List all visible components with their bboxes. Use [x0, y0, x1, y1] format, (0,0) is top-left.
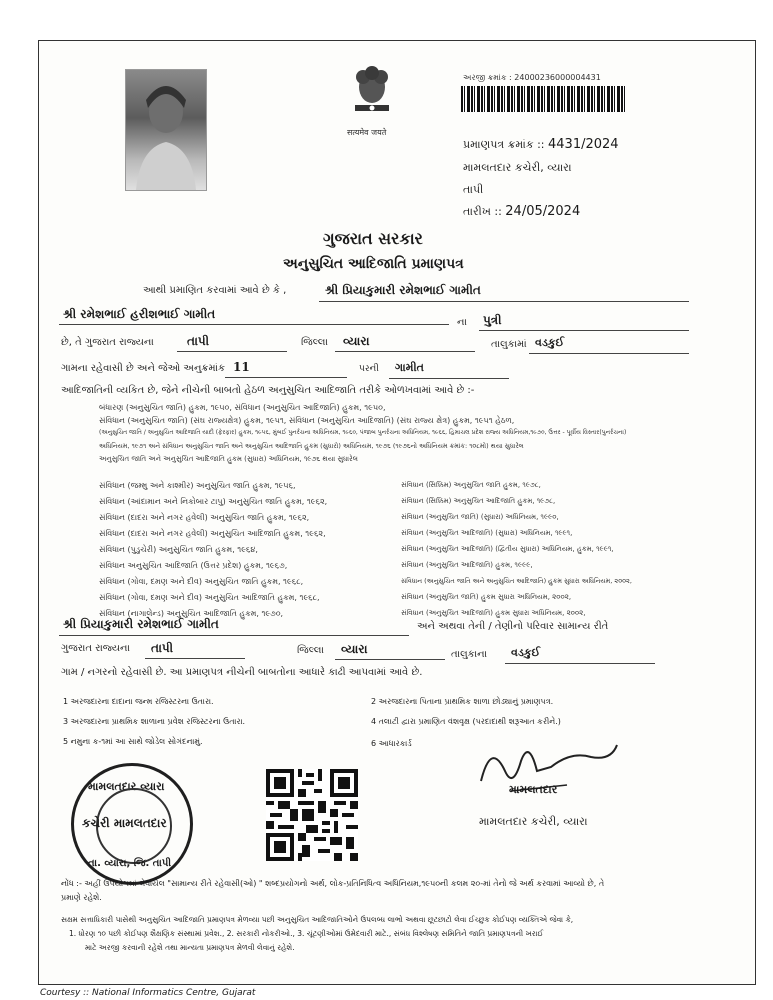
order-right: સંવિધાન (અનુસુચિત આદિજાતિ) (દ્વિતીય સુધારા) અધિનિયમ, હુકમ, ૧૯૯૧,: [401, 545, 614, 553]
order-left: સંવિધાન (ગોવા, દમણ અને દીવ) અનુસુચિત જાતિ હુકમ, ૧૯૬૮,: [99, 577, 304, 586]
certificate-title: અનુસુચિત આદિજાતિ પ્રમાણપત્ર: [283, 256, 464, 272]
town-name: વ્યારા: [343, 334, 370, 348]
underline: [505, 663, 655, 664]
taluka-label-2: તાલુકાના: [451, 649, 488, 660]
district-name-2: તાપી: [151, 641, 174, 655]
applicant-name-repeat: શ્રી પ્રિયાકુમારી રમેશભાઈ ગામીત: [63, 617, 219, 631]
note-text: નોંધ :- અહીં ઉપયોગમાં લેવાયેલ "સામાન્ય રીતે રહેવાસી(ઓ) " શબ્દપ્રયોગનો અર્થ, લોક-પ્રતિનિધિત્વ અધિનિયમ,૧૯૫૦ની કલમ ૨૦-માં તેનો જે અર્થ કરવામાં આવ્યો છે, તે: [61, 879, 605, 888]
barcode: [461, 86, 626, 112]
orders-line: અધિનિયમ, ૧૯૭૧ અને સંવિધાન અનુસુચિત જાતિ અને અનુસુચિત આદિજાતિ હુકમ (સુધારો) અધિનિયમ, ૧૯૭૬ (૧૯૭૬નો અધિનિયમ ક્રમાંક: ૧૦૮મો) થયા સુધારેલ: [99, 442, 524, 450]
orders-line: (અનુસુચિત જાતિ / અનુસુચિત આદિજાતિ યાદી (ફેરફાર) હુકમ, ૧૯૫૬, મુંબઈ પુનર્રચના અધિનિયમ, ૧૯૬૦, પંજાબ પુનર્રચના અધિનિયમ, ૧૯૬૬, હિમાચલ પ્રદેશ રાજ્ય અધિનિયમ,૧૯૭૦, ઉત્તર - પૂર્વીય વિસ્તાર(પુનર્રચના): [99, 429, 627, 436]
underline: [479, 330, 689, 331]
underline: [59, 635, 409, 636]
national-emblem-icon: [347, 59, 397, 119]
town-name-2: વ્યારા: [341, 642, 368, 656]
document-item: 3 અરજદારના પ્રાથમિક શાળાના પ્રવેશ રજિસ્ટરના ઉતારા.: [63, 717, 246, 726]
order-right: સંવિધાન (અનુસુચિત આદિજાતિ) હુકમ સુધારા અધિનિયમ, ૨૦૦૨,: [401, 609, 586, 617]
order-left: સંવિધાન અનુસુચિત આદિજાતિ (ઉત્તર પ્રદેશ) હુકમ, ૧૯૬૭,: [99, 561, 288, 570]
na-label: ના: [457, 317, 467, 328]
district-label: જિલ્લા: [301, 337, 328, 348]
seal-middle-text: કચેરી મામલતદાર: [82, 816, 167, 830]
order-right: સંવિધાન (અનુસુચિત આદિજાતિ) હુકમ, ૧૯૯૯,: [401, 561, 533, 569]
eligibility-text: 1. ધોરણ ૧૦ પછી કોઈપણ શૈક્ષણિક સંસ્થામાં પ્રવેશ., 2. સરકારી નોકરીઓ., 3. ચૂંટણીઓમાં ઉમેદવારી માટે., સંબંધ વિશ્લેષણ સમિતિને જાતિ પ્રમાણપત્રની ખરાઈ: [69, 929, 544, 938]
applicant-photo: [125, 69, 207, 191]
order-right: સંવિધાન (સિક્કિમ) અનુસુચિત આદિજાતિ હુકમ, ૧૯૭૮,: [401, 497, 556, 505]
signatory-designation: મામલતદાર: [509, 783, 558, 796]
underline: [145, 658, 245, 659]
order-left: સંવિધાન (દાદરા અને નગર હવેલી) અનુસુચિત જાતિ હુકમ, ૧૯૬૨,: [99, 513, 310, 522]
order-left: સંવિધાન (દાદરા અને નગર હવેલી) અનુસુચિત આદિજાતિ હુકમ, ૧૯૬૨,: [99, 529, 326, 538]
district-name: તાપી: [187, 334, 210, 348]
orders-line: અનુસુચિત જાતિ અને અનુસુચિત આદિજાતિ હુકમ (સુધારા) અધિનિયમ, ૧૯૭૬ થયા સુધારેલ: [99, 455, 358, 463]
relation: પુત્રી: [483, 313, 502, 327]
order-right: સંવિધાન (અનુસુચિત આદિજાતિ) (સુધારા) અધિનિયમ, ૧૯૯૧,: [401, 529, 573, 537]
eligibility-text: માટે અરજી કરવાની રહેશે તથા માન્યતા પ્રમાણપત્ર મેળવી લેવાનું રહેશે.: [85, 943, 295, 952]
state-label-2: ગુજરાત રાજ્યના: [61, 643, 130, 654]
order-left: સંવિધાન (ગોવા, દમણ અને દીવ) અનુસુચિત આદિજાતિ હુકમ, ૧૯૬૮,: [99, 593, 320, 602]
document-item: 6 આધારકાર્ડ: [371, 739, 412, 748]
order-right: સંવિધાન (સિક્કિમ) અનુસુચિત જાતિ હુકમ, ૧૯૭૮,: [401, 481, 541, 489]
underline: [59, 324, 449, 325]
order-left: સંવિધાન (જમ્મુ અને કાશ્મીર) અનુસુચિત જાતિ હુકમ, ૧૯૫૬,: [99, 481, 296, 490]
recognized-text: આદિજાતિની વ્યકિત છે, જેને નીચેની બાબતો હેઠળ અનુસુચિત આદિજાતિ તરીકે ઓળખવામાં આવે છે :-: [61, 385, 475, 396]
certificate-number: પ્રમાણપત્ર ક્રમાંક :: 4431/2024: [463, 137, 619, 152]
parni-label: પરની: [359, 364, 379, 374]
order-right: સંવિધાન (અનુસુચિત જાતિ) હુકમ સુધારા અધિનિયમ, ૨૦૦૨,: [401, 593, 572, 601]
certificate-frame: [38, 40, 756, 985]
taluka-label: તાલુકામાં: [491, 339, 527, 350]
application-number: અરજી ક્રમાંક : 24000236000004431: [463, 73, 601, 82]
serial-number: 11: [233, 360, 250, 374]
district-label-2: જિલ્લા: [297, 645, 324, 656]
certify-text: આથી પ્રમાણિત કરવામાં આવે છે કે ,: [143, 285, 287, 296]
underline: [319, 301, 689, 302]
state-label: છે, તે ગુજરાત રાજ્યના: [61, 337, 154, 348]
underline: [335, 351, 475, 352]
father-name: શ્રી રમેશભાઈ હરીશભાઈ ગામીત: [63, 307, 216, 321]
underline: [225, 377, 347, 378]
orders-line: સંવિધાન (અનુસુચિત જાતિ) (સંઘ રાજ્યક્ષેત્ર) હુકમ, ૧૯૫૧, સંવિધાન (અનુસુચિત આદિજાતિ) (સંઘ રાજ્ય ક્ષેત્ર) હુકમ, ૧૯૫૧ હેઠળ,: [99, 416, 515, 425]
orders-line: બંધારણ (અનુસુચિત જાતિ) હુકમ, ૧૯૫૦, સંવિધાન (અનુસુચિત આદિજાતિ) હુકમ, ૧૯૫૦,: [99, 403, 386, 412]
document-item: 4 તલાટી દ્વારા પ્રમાણિત વંશવૃક્ષ (પરદાદાથી શરૂઆત કરીને.): [371, 717, 561, 726]
seal-top-text: મામલતદાર વ્યારા: [88, 780, 165, 793]
courtesy-footer: Courtesy :: National Informatics Centre, Gujarat: [40, 988, 256, 998]
resident-text: ગામના રહેવાસી છે અને જેઓ અનુક્રમાંક: [61, 363, 226, 374]
underline: [335, 659, 445, 660]
order-right: સંવિધાન (અનુસુચિત જાતિ અને અનુસુચિત આદિજાતિ) હુકમ સુધારા અધિનિયમ, ૨૦૦૨,: [401, 577, 632, 585]
village-name-2: વડકુઈ: [511, 646, 541, 659]
eligibility-text: સક્ષમ સત્તાધિકારી પાસેથી અનુસુચિત આદિજાતિ પ્રમાણપત્ર મેળવ્યા પછી અનુસુચિત આદિજાતિઓને ઉપલબ્ધ લાભો અથવા છૂટછાટો લેવા ઈચ્છુક કોઈપણ વ્યક્તિએ જેવા કે,: [61, 915, 574, 924]
order-left: સંવિધાન (આંદામાન અને નિકોબાર ટાપુ) અનુસુચિત જાતિ હુકમ, ૧૯૬૨,: [99, 497, 328, 506]
village-name: વડકુઈ: [535, 336, 565, 349]
issuing-district: તાપી: [463, 183, 484, 196]
order-right: સંવિધાન (અનુસુચિત જાતિ) (સુધારા) અધિનિયમ, ૧૯૯૦,: [401, 513, 559, 521]
applicant-name: શ્રી પ્રિયાકુમારી રમેશભાઈ ગામીત: [325, 283, 481, 297]
issue-date: તારીખ :: 24/05/2024: [463, 204, 581, 219]
family-text: અને અથવા તેની / તેણીનો પરિવાર સામાન્ય રીતે: [417, 621, 609, 632]
qr-code: [266, 769, 358, 861]
seal-bottom-text: તા. વ્યારા, જિ. તાપી: [88, 858, 172, 869]
government-heading: ગુજરાત સરકાર: [323, 229, 423, 248]
office-seal: [71, 763, 193, 885]
signatory-office: મામલતદાર કચેરી, વ્યારા: [479, 815, 588, 828]
document-item: 5 નમુના ક-૧માં આ સાથે જોડેલ સોગંદનામું.: [63, 737, 203, 746]
order-left: સંવિધાન (પુડુચેરી) અનુસુચિત જાતિ હુકમ, ૧૯૬૪,: [99, 545, 258, 554]
tribe-name: ગામીત: [395, 361, 424, 374]
document-item: 1 અરજદારના દાદાના જન્મ રજિસ્ટરના ઉતારા.: [63, 697, 214, 706]
underline: [389, 378, 509, 379]
document-item: 2 અરજદારના પિતાના પ્રાથમિક શાળા છોડ્યાનું પ્રમાણપત્ર.: [371, 697, 554, 706]
emblem-motto: सत्यमेव जयते: [347, 128, 387, 137]
order-left: સંવિધાન (નાગાલેન્ડ) અનુસુચિત આદિજાતિ હુકમ, ૧૯૭૦,: [99, 609, 284, 618]
resident-text-2: ગામ / નગરનો રહેવાસી છે. આ પ્રમાણપત્ર નીચેની બાબતોના આધારે કાઢી આપવામાં આવે છે.: [61, 667, 423, 678]
note-text: પ્રમાણે રહેશે.: [61, 893, 102, 902]
underline: [529, 353, 689, 354]
underline: [177, 351, 287, 352]
issuing-office: મામલતદાર કચેરી, વ્યારા: [463, 161, 572, 174]
